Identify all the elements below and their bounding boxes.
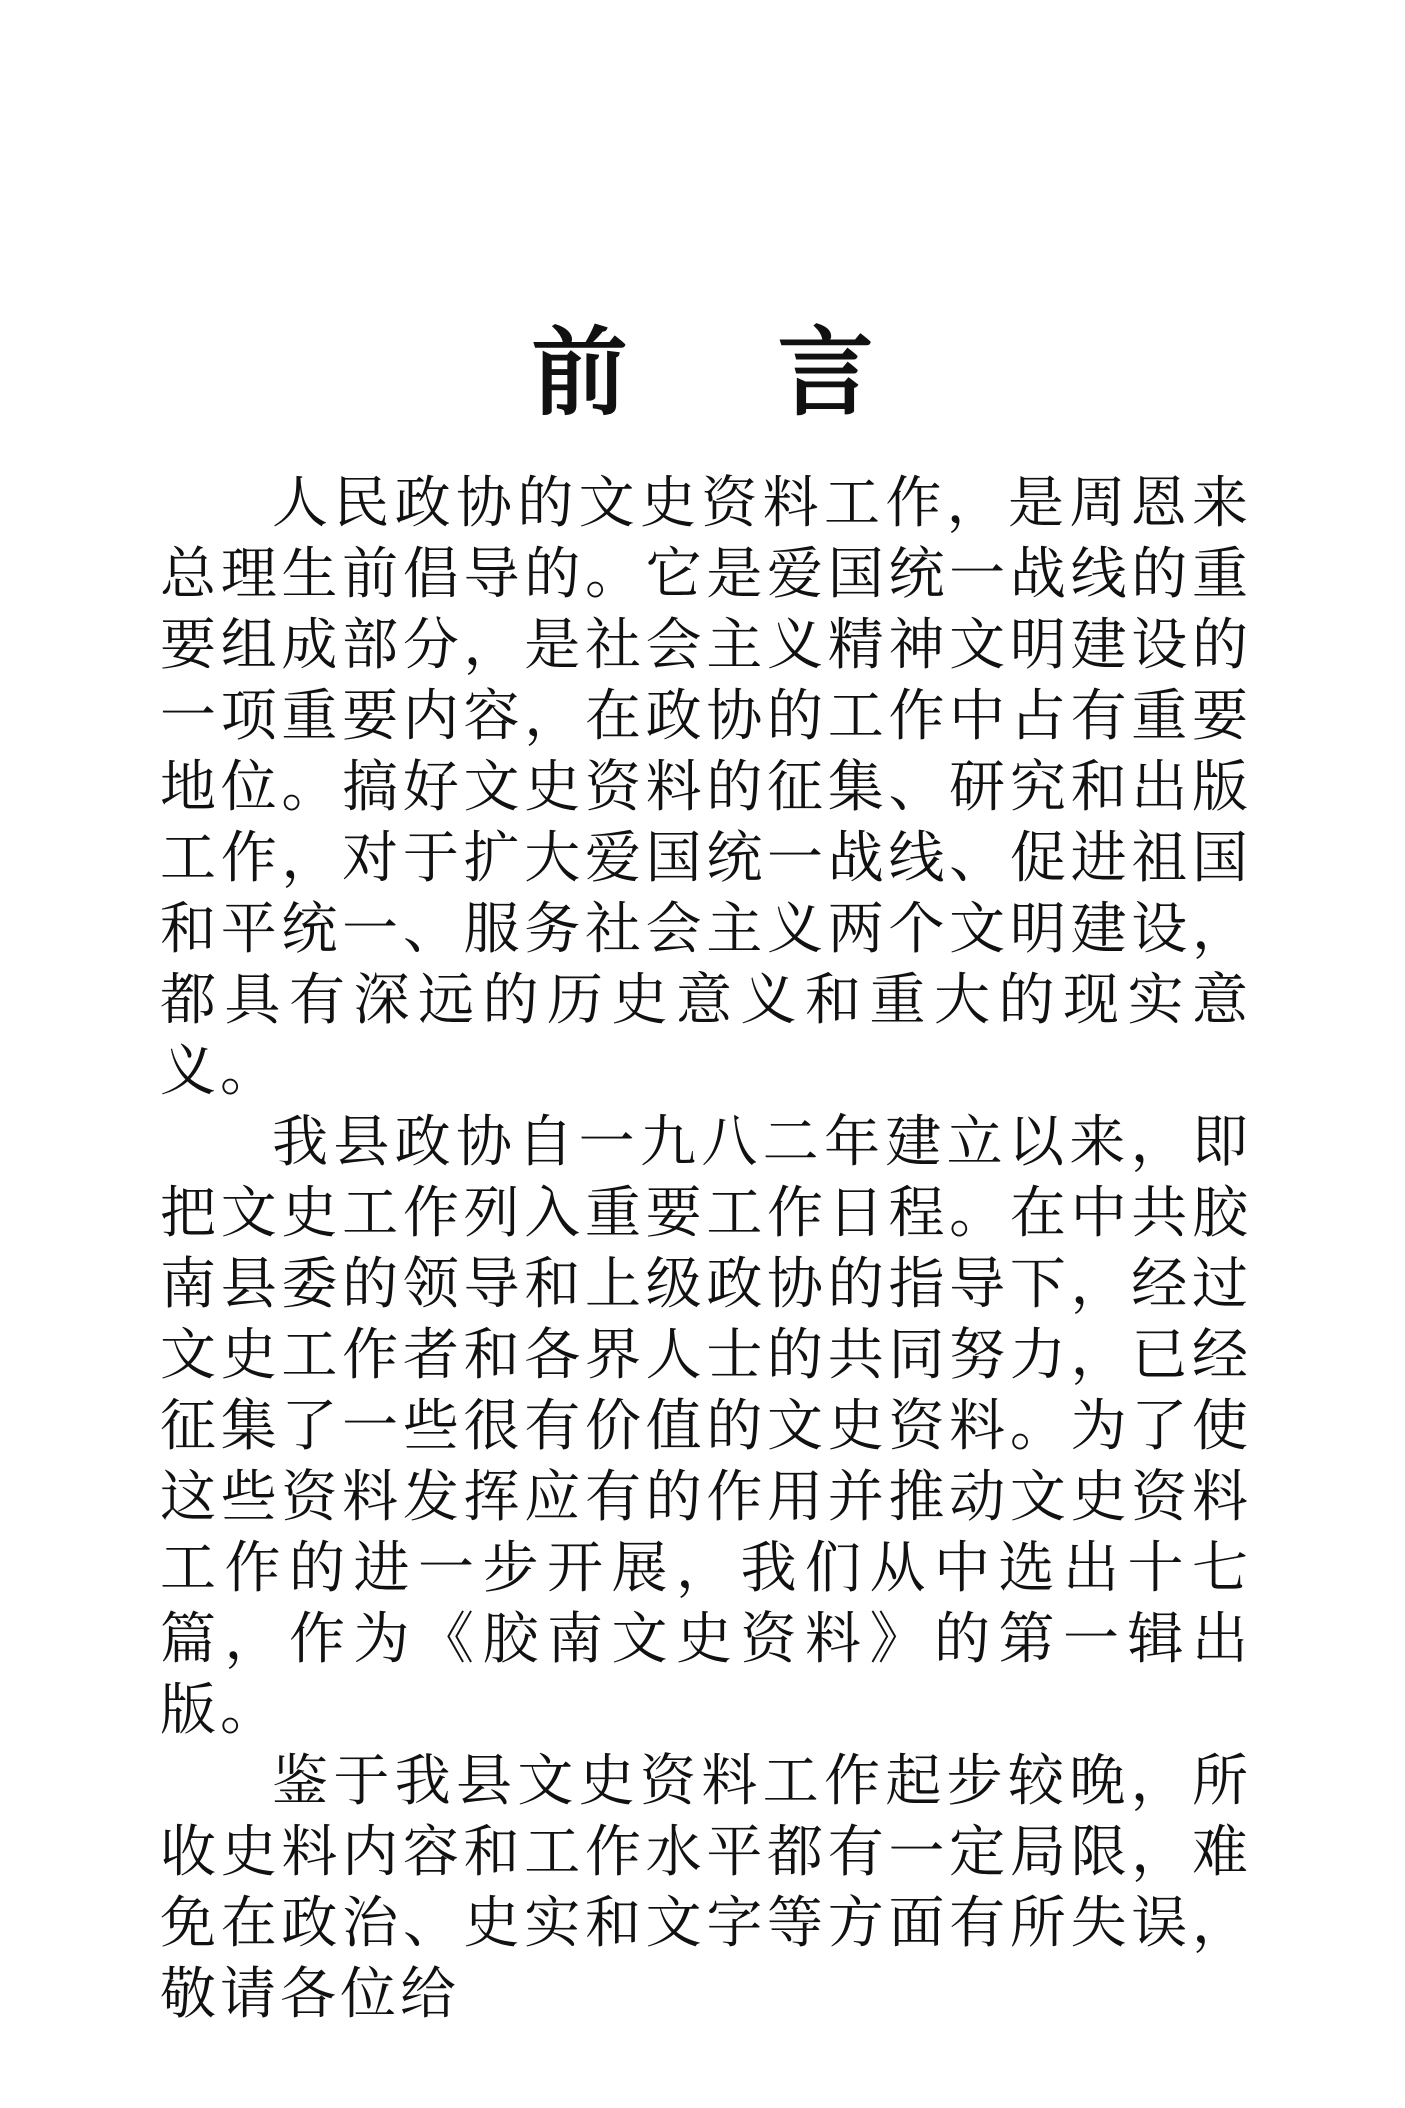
body-text <box>160 468 1252 2030</box>
title-char-1: 前 <box>531 316 628 429</box>
paragraph-2: 我县政协自一九八二年建立以来，即把文史工作列入重要工作日程。在中共胶南县委的领导和上级政协的指导下，经过文史工作者和各界人士的共同努力，已经征集了一些很有价值的文史资料。为了使这些资料发挥应有的作用并推动文史资料工作的进一步开展，我们从中选出十七篇，作为《胶南文史资料》的第一辑出版。 <box>160 1110 1252 1743</box>
paragraph-1: 人民政协的文史资料工作，是周恩来总理生前倡导的。它是爱国统一战线的重要组成部分，是社会主义精神文明建设的一项重要内容，在政协的工作中占有重要地位。搞好文史资料的征集、研究和出版工作，对于扩大爱国统一战线、促进祖国和平统一、服务社会主义两个文明建设，都具有深远的历史意义和重大的现实意义。 <box>160 471 1252 1104</box>
page-title <box>0 318 1405 428</box>
paragraph-3: 鉴于我县文史资料工作起步较晚，所收史料内容和工作水平都有一定局限，难免在政治、史实和文字等方面有所失误，敬请各位给 <box>160 1749 1252 2027</box>
title-char-2: 言 <box>777 316 874 429</box>
